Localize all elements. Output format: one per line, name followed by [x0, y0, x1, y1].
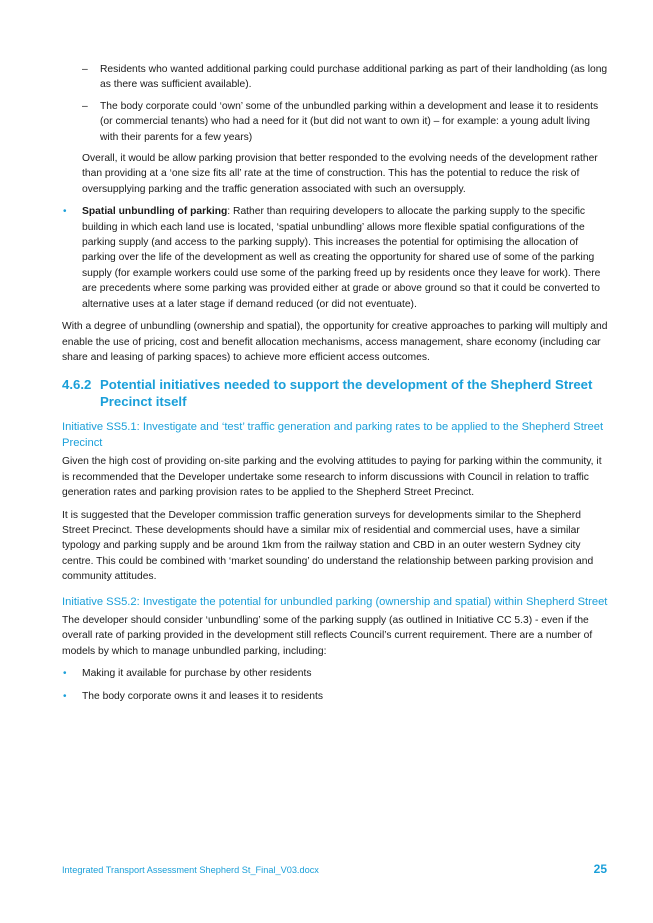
bullet-marker: •: [63, 206, 67, 218]
section-title: Potential initiatives needed to support the development of the Shepherd Street Precinct itself: [100, 377, 593, 409]
dash-item-text: Residents who wanted additional parking could purchase additional parking as part of their landholding (as long as there was sufficient available).: [100, 64, 608, 91]
bullet-body-text: : Rather than requiring developers to allocate the parking supply to the specific building in which each land use is located, ‘spatial unbundling’ allows more flexible spatial configurations of the parking supply (and access to the parking supply). This increases the potential for optimising the allocation of parking over the life of the development as well as creating the opportunity for shared use of some of the parking supply (for example workers could use some of the parking freed up by residents once they leave for work). There are precedents where some parking was provided either at grade or above ground so that it could be converted to alternative uses at a later stage if demand reduced (or did not eventuate).: [82, 206, 601, 310]
bullet-marker: •: [63, 690, 67, 702]
dash-marker: –: [82, 100, 88, 112]
spatial-unbundling-bullet: [62, 204, 608, 312]
list-item-text: The body corporate owns it and leases it to residents: [82, 690, 323, 702]
bullet-marker: •: [63, 668, 67, 680]
bullet-lead-term: Spatial unbundling of parking: [82, 206, 228, 218]
footer-document-name: Integrated Transport Assessment Shepherd St_Final_V03.docx: [62, 865, 319, 875]
initiative-paragraph: The developer should consider ‘unbundling’ some of the parking supply (as outlined in Initiative CC 5.3) - even if the overall rate of parking provided in the development still reflects Council’s current requirement. There are a number of models by which to manage unbundled parking, including:: [62, 615, 593, 657]
list-item-text: Making it available for purchase by other residents: [82, 668, 312, 680]
unbundling-paragraph: With a degree of unbundling (ownership and spatial), the opportunity for creative approaches to parking will multiply and enable the use of pricing, cost and benefit allocation mechanisms, access management, share economy (including car share and leasing of parking spaces) to achieve more efficient access outcomes.: [62, 321, 608, 363]
dash-list-item: [62, 99, 608, 145]
section-heading: [62, 377, 608, 410]
list-item: [62, 666, 608, 681]
page-content: [62, 62, 608, 711]
dash-item-text: The body corporate could ‘own’ some of the unbundled parking within a development and lease it to residents (or commercial tenants) who had a need for it (but did not want to own it) – for example: a young adult living with their parents for a few years): [100, 100, 599, 143]
dash-list-item: [62, 62, 608, 93]
initiative-heading: Initiative SS5.2: Investigate the potential for unbundled parking (ownership and spatial) within Shepherd Street: [62, 595, 608, 608]
section-number: 4.6.2: [62, 377, 92, 393]
initiative-paragraph: It is suggested that the Developer commission traffic generation surveys for developments similar to the Shepherd Street Precinct. These developments should have a similar mix of residential and commercial uses, have a similar typology and parking supply and be around 1km from the railway station and CBD in an outer western Sydney city centre. This could be combined with ‘market sounding’ do understand the relationship between parking provision and community attitudes.: [62, 509, 594, 583]
list-item: [62, 689, 608, 704]
footer-page-number: 25: [593, 862, 607, 876]
initiative-paragraph: Given the high cost of providing on-site parking and the evolving attitudes to paying for parking within the community, it is recommended that the Developer undertake some research to inform discussions with Council in relation to traffic generation rates and parking provision rates to be applied to the Shepherd Street Precinct.: [62, 456, 602, 499]
dash-marker: –: [82, 64, 88, 75]
initiative-heading: Initiative SS5.1: Investigate and ‘test’ traffic generation and parking rates to be applied to the Shepherd Street Precinct: [62, 421, 604, 449]
overall-paragraph: Overall, it would be allow parking provision that better responded to the evolving needs of the development rather than providing at a ‘one size fits all’ rate at the time of construction. This has the potential to reduce the risk of oversupplying parking and the traffic generation associated with such an oversupply.: [82, 153, 598, 195]
